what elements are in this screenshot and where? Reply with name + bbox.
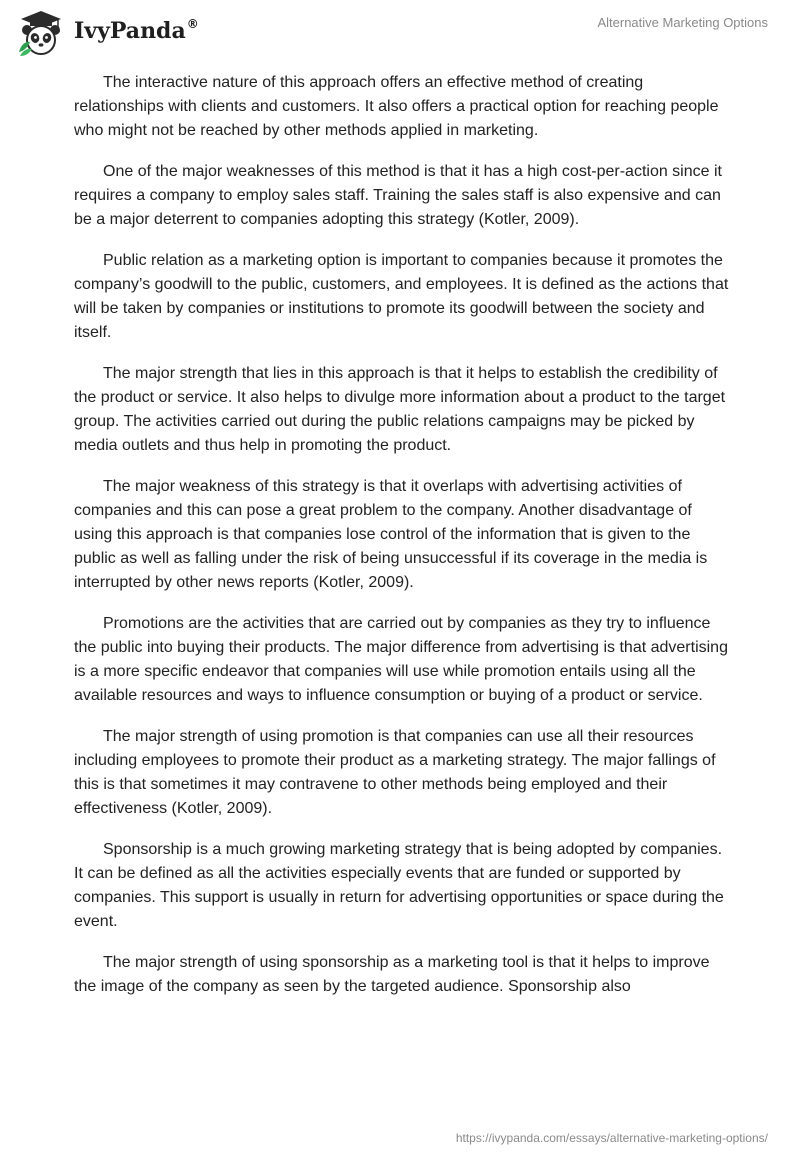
paragraph: Sponsorship is a much growing marketing strategy that is being adopted by companies. It can be defined as all the activities especially events that are funded or supported by companies. This support is usually in return for advertising opportunities or space during the event. xyxy=(74,841,724,930)
paragraph: The major weakness of this strategy is that it overlaps with advertising activities of companies and this can pose a great problem to the company. Another disadvantage of using this approach is that companies lose control of the information that is given to the public as well as falling under the risk of being unsuccessful if its coverage in the media is interrupted by other news reports (Kotler, 2009). xyxy=(74,478,708,591)
paragraph: The major strength of using sponsorship as a marketing tool is that it helps to improve the image of the company as seen by the targeted audience. Sponsorship also xyxy=(74,954,710,995)
source-url-link[interactable]: https://ivypanda.com/essays/alternative-marketing-options/ xyxy=(455,1131,768,1145)
essay-body xyxy=(74,71,734,1016)
registered-mark: ® xyxy=(186,17,199,31)
panda-logo-icon xyxy=(16,8,66,58)
paragraph: Public relation as a marketing option is important to companies because it promotes the company’s goodwill to the public, customers, and employees. It is defined as the actions that will be taken by companies or institutions to promote its goodwill between the society and itself. xyxy=(74,252,729,341)
paragraph: Promotions are the activities that are carried out by companies as they try to influence the public into buying their products. The major difference from advertising is that advertising is a more specific endeavor that companies will use while promotion entails using all the available resources and ways to influence consumption or buying of a product or service. xyxy=(74,615,728,704)
paragraph: One of the major weaknesses of this method is that it has a high cost-per-action since it requires a company to employ sales staff. Training the sales staff is also expensive and can be a major deterrent to companies adopting this strategy (Kotler, 2009). xyxy=(74,163,722,228)
page-header xyxy=(0,0,800,64)
paragraph: The interactive nature of this approach offers an effective method of creating relationships with clients and customers. It also offers a practical option for reaching people who might not be reached by other methods applied in marketing. xyxy=(74,74,719,139)
brand-name: IvyPanda® xyxy=(74,17,199,44)
paragraph: The major strength of using promotion is that companies can use all their resources including employees to promote their product as a marketing strategy. The major fallings of this is that sometimes it may contravene to other methods being employed and their effectiveness (Kotler, 2009). xyxy=(74,728,716,817)
paragraph: The major strength that lies in this approach is that it helps to establish the credibility of the product or service. It also helps to divulge more information about a product to the target group. The activities carried out during the public relations campaigns may be picked by media outlets and thus help in promoting the product. xyxy=(74,365,726,454)
document-title: Alternative Marketing Options xyxy=(597,15,768,30)
brand-logo[interactable] xyxy=(16,8,199,58)
